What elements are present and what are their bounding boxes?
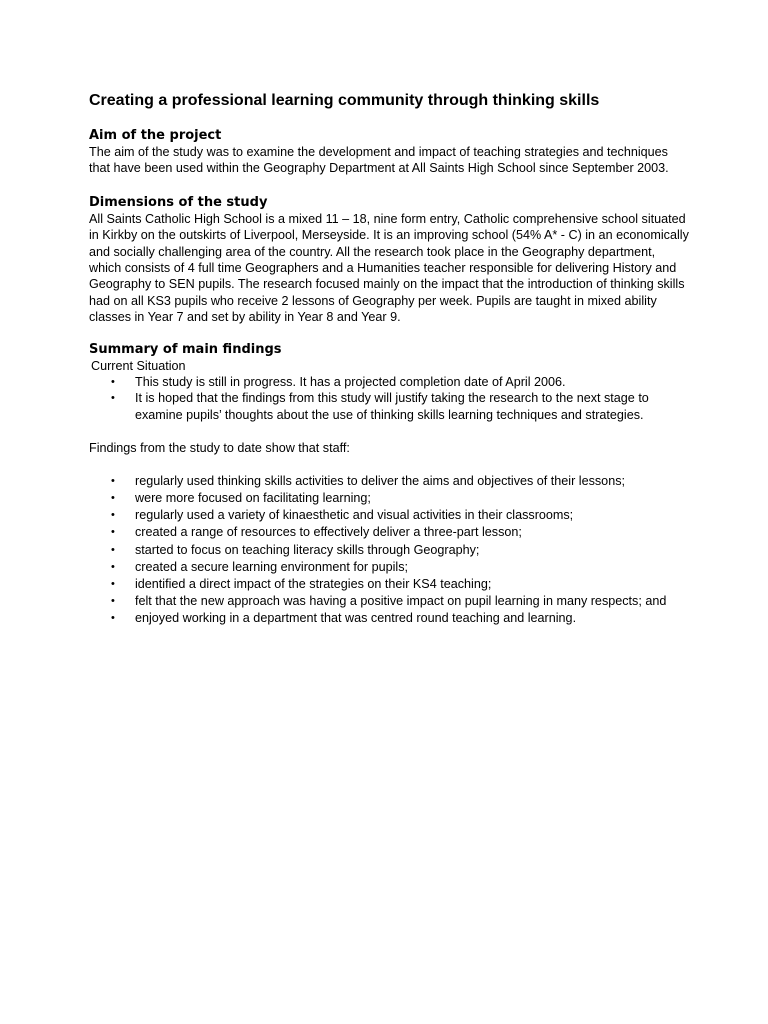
list-item [89,490,689,507]
bullet-icon: • [111,491,115,504]
bullet-icon: • [111,560,115,573]
list-item [89,576,689,593]
list-item-text: identified a direct impact of the strategies on their KS4 teaching; [135,576,492,591]
list-item-text: created a secure learning environment for pupils; [135,559,409,574]
findings-list [89,473,689,628]
aim-paragraph: The aim of the study was to examine the development and impact of teaching strategies and techniques that have been used within the Geography Department at All Saints High School since September 2003. [89,145,669,176]
list-item [89,524,689,541]
list-item-text: enjoyed working in a department that was centred round teaching and learning. [135,611,577,626]
bullet-icon: • [111,577,115,590]
list-item-text: started to focus on teaching literacy skills through Geography; [135,542,480,557]
bullet-icon: • [111,612,115,625]
list-item [89,542,689,559]
list-item [89,507,689,524]
document-page [89,90,689,628]
bullet-icon: • [111,474,115,487]
current-situation-subheading: Current Situation [91,358,186,373]
list-item-text: regularly used a variety of kinaesthetic and visual activities in their classrooms; [135,508,574,523]
list-item-text: created a range of resources to effectively deliver a three-part lesson; [135,525,522,540]
dimensions-heading: Dimensions of the study [89,194,268,210]
bullet-icon: • [111,543,115,556]
findings-intro: Findings from the study to date show that staff: [89,441,350,456]
list-item [89,593,689,610]
document-title: Creating a professional learning community through thinking skills [89,92,600,109]
dimensions-paragraph: All Saints Catholic High School is a mixed 11 – 18, nine form entry, Catholic comprehensive school situated in Kirkby on the outskirts of Liverpool, Merseyside. It is an improving school (54% A* - C) in an economically and socially challenging area of the country. All the research took place in the Geography department, which consists of 4 full time Geographers and a Humanities teacher responsible for delivering History and Geography to SEN pupils. The research focused mainly on the impact that the introduction of thinking skills had on all KS3 pupils who receive 2 lessons of Geography per week. Pupils are taught in mixed ability classes in Year 7 and set by ability in Year 8 and Year 9. [89,211,689,325]
list-item [89,374,689,390]
bullet-icon: • [111,376,115,389]
bullet-icon: • [111,526,115,539]
current-situation-list [89,374,689,423]
list-item [89,390,689,423]
list-item-text: felt that the new approach was having a positive impact on pupil learning in many respects; and [135,594,667,609]
bullet-icon: • [111,509,115,522]
summary-heading: Summary of main findings [89,341,282,357]
list-item-text: This study is still in progress. It has a projected completion date of April 2006. [135,375,566,390]
list-item-text: It is hoped that the findings from this study will justify taking the research to the next stage to examine pupils’ thoughts about the use of thinking skills learning techniques and strategies. [135,391,649,422]
bullet-icon: • [111,595,115,608]
list-item-text: regularly used thinking skills activities to deliver the aims and objectives of their lessons; [135,473,625,488]
list-item [89,610,689,627]
list-item [89,473,689,490]
aim-heading: Aim of the project [89,128,222,143]
list-item [89,559,689,576]
list-item-text: were more focused on facilitating learning; [135,490,371,505]
bullet-icon: • [111,392,115,405]
